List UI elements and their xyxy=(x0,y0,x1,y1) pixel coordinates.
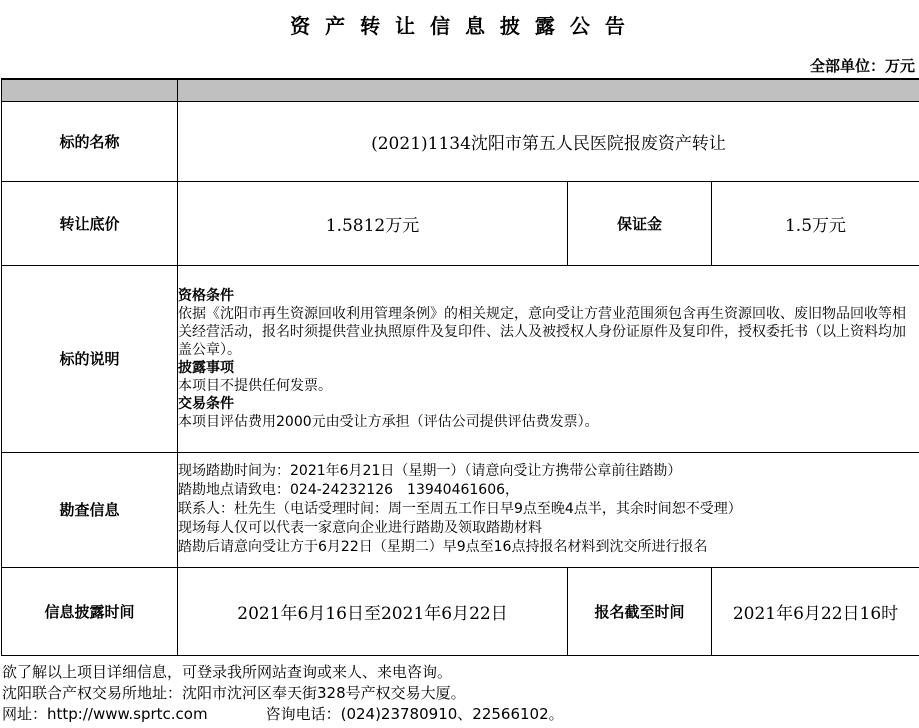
disclosure-items-heading: 披露事项 xyxy=(178,359,234,376)
table-row xyxy=(2,452,919,567)
deadline-label: 报名截至时间 xyxy=(568,567,712,655)
table-header-row xyxy=(2,79,919,101)
unit-note: 全部单位：万元 xyxy=(809,57,915,75)
header-cell-left xyxy=(2,79,178,101)
table-row xyxy=(2,567,919,655)
survey-line: 踏勘后请意向受让方于6月22日（星期二）早9点至16点持报名材料到沈交所进行报名 xyxy=(178,539,708,555)
announcement-page xyxy=(0,10,919,728)
deposit-label: 保证金 xyxy=(568,181,712,265)
page-footer xyxy=(0,662,919,725)
disclosure-table xyxy=(1,78,919,656)
price-label: 转让底价 xyxy=(2,181,178,265)
price-value: 1.5812万元 xyxy=(178,181,568,265)
table-row xyxy=(2,265,919,452)
survey-label: 勘查信息 xyxy=(2,452,178,567)
deadline-value: 2021年6月22日16时 xyxy=(712,567,919,655)
page-title: 资 产 转 让 信 息 披 露 公 告 xyxy=(290,14,629,38)
footer-info-line: 欲了解以上项目详细信息，可登录我所网站查询或来人、来电咨询。 xyxy=(2,662,453,681)
description-content xyxy=(178,265,919,452)
disclosure-items-body: 本项目不提供任何发票。 xyxy=(178,377,332,394)
disclosure-time-value: 2021年6月16日至2021年6月22日 xyxy=(178,567,568,655)
description-label: 标的说明 xyxy=(2,265,178,452)
disclosure-time-label: 信息披露时间 xyxy=(2,567,178,655)
trade-conditions-body: 本项目评估费用2000元由受让方承担（评估公司提供评估费发票）。 xyxy=(178,413,599,430)
survey-line: 现场每人仅可以代表一家意向企业进行踏勘及领取踏勘材料 xyxy=(178,520,542,536)
qualification-body: 依据《沈阳市再生资源回收利用管理条例》的相关规定，意向受让方营业范围须包含再生资源回收、废旧物品回收等相关经营活动，报名时须提供营业执照原件及复印件、法人及被授权人身份证原件及复印件，授权委托书（以上资料均加盖公章）。 xyxy=(178,305,906,358)
table-row xyxy=(2,101,919,181)
qualification-heading: 资格条件 xyxy=(178,287,234,304)
trade-conditions-heading: 交易条件 xyxy=(178,395,234,412)
table-row xyxy=(2,181,919,265)
header-cell-right xyxy=(178,79,919,101)
footer-phone: 咨询电话：(024)23780910、22566102。 xyxy=(265,704,564,723)
survey-content xyxy=(178,452,919,567)
survey-line: 踏勘地点请致电：024-24232126 13940461606， xyxy=(178,482,520,498)
footer-contact-line xyxy=(2,704,919,725)
survey-line: 联系人：杜先生（电话受理时间：周一至周五工作日早9点至晚4点半，其余时间恕不受理） xyxy=(178,501,742,517)
footer-website: 网址：http://www.sprtc.com xyxy=(2,704,208,723)
footer-address-line: 沈阳联合产权交易所地址：沈阳市沈河区奉天街328号产权交易大厦。 xyxy=(2,683,466,702)
survey-line: 现场踏勘时间为：2021年6月21日（星期一）（请意向受让方携带公章前往踏勘） xyxy=(178,463,682,479)
subject-label: 标的名称 xyxy=(2,101,178,181)
deposit-value: 1.5万元 xyxy=(712,181,919,265)
subject-value: (2021)1134沈阳市第五人民医院报废资产转让 xyxy=(178,101,919,181)
